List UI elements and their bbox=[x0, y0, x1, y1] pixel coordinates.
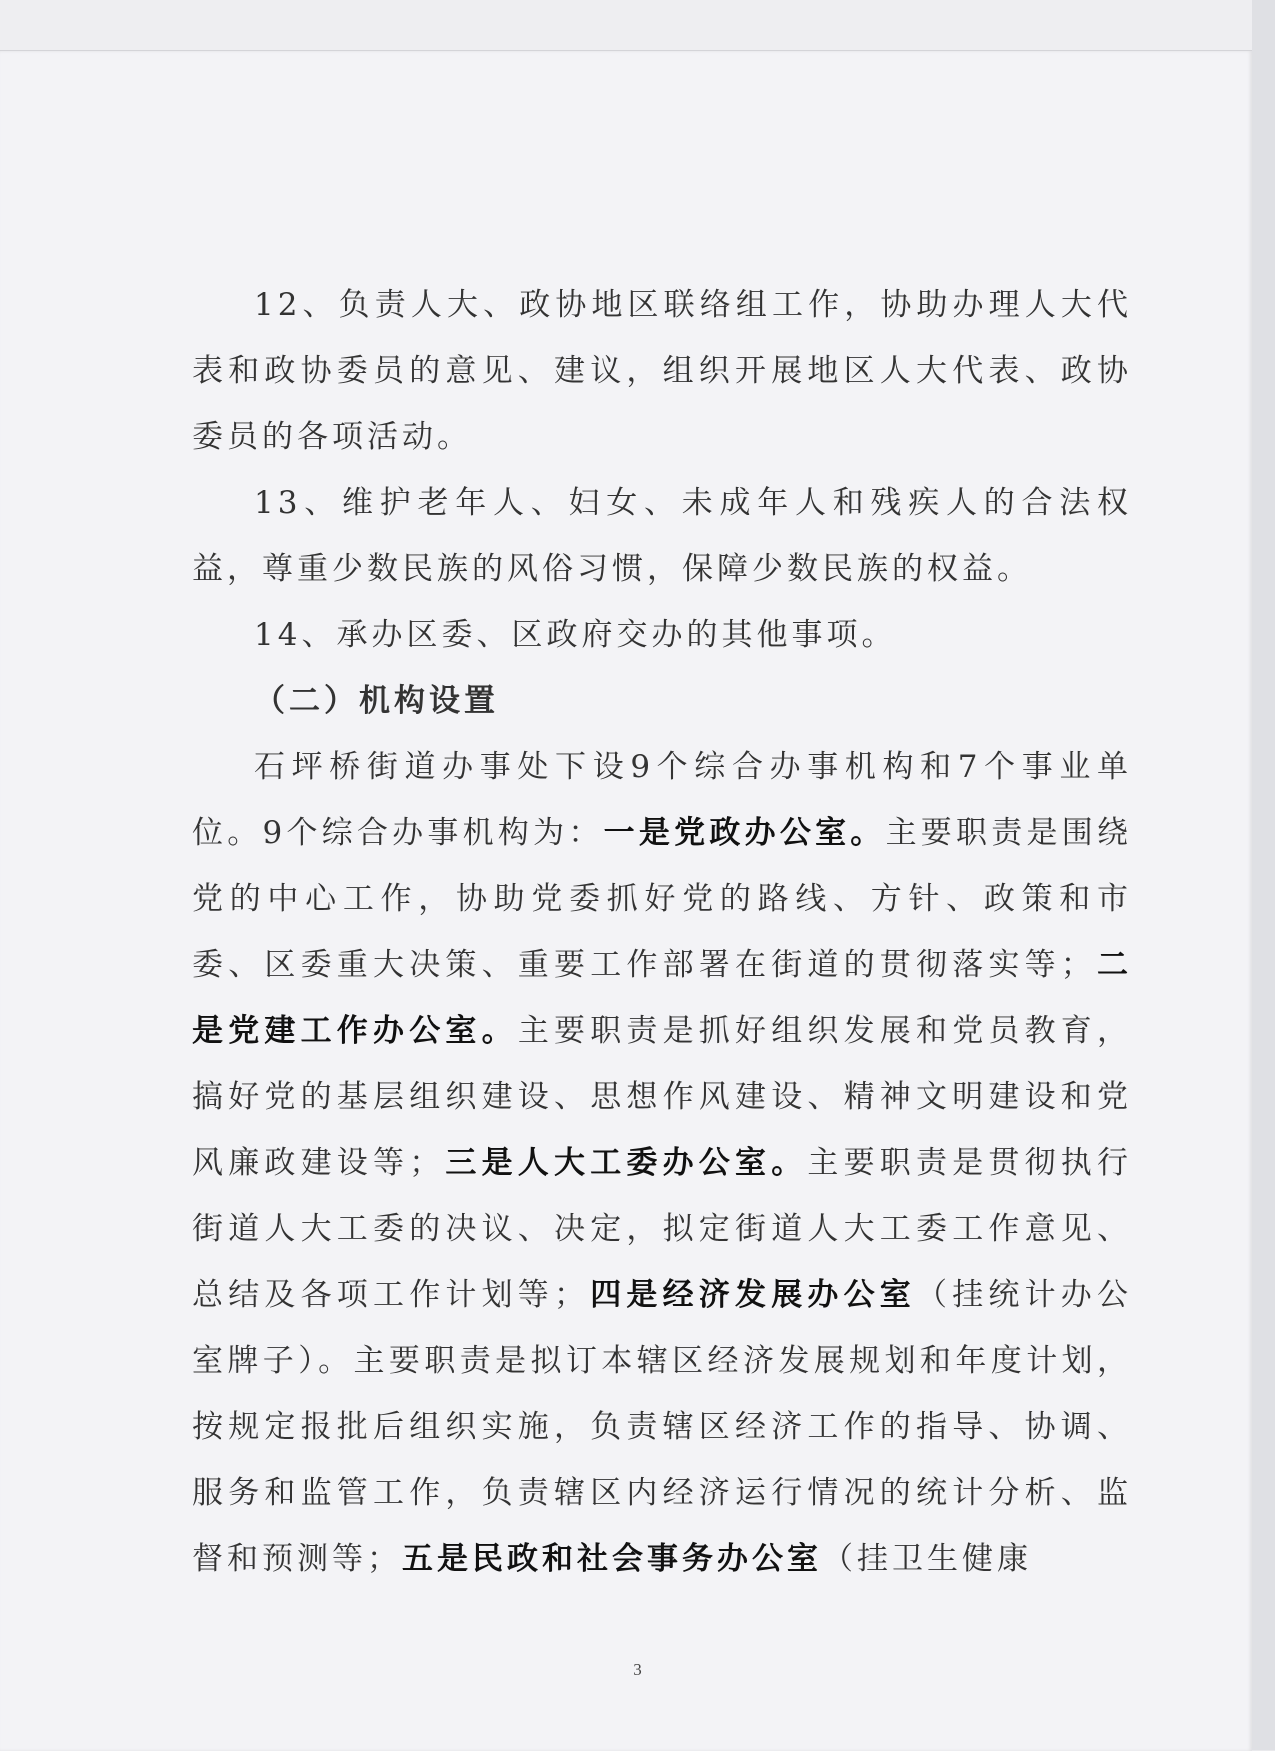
paragraph-institutions bbox=[192, 734, 1132, 1592]
bold-segment-office-5: 五是民政和社会事务办公室 bbox=[402, 1541, 822, 1577]
paragraph-text: 13、维护老年人、妇女、未成年人和残疾人的合法权益，尊重少数民族的风俗习惯，保障少数民族的权益。 bbox=[192, 485, 1132, 587]
text-segment: 主要职责是围绕党的中心工作，协助党委抓好党的路线、方针、政策和市委、区委重大决策、重要工作部署在街道的贯彻落实等； bbox=[192, 815, 1133, 983]
paragraph-text: 14、承办区委、区政府交办的其他事项。 bbox=[254, 617, 897, 653]
paragraph-item-13 bbox=[192, 470, 1132, 602]
document-body bbox=[192, 272, 1132, 1592]
paragraph-text: 12、负责人大、政协地区联络组工作，协助办理人大代表和政协委员的意见、建议，组织开展地区人大代表、政协委员的各项活动。 bbox=[192, 287, 1132, 455]
paragraph-item-14 bbox=[192, 602, 1132, 668]
text-segment: 主要职责是贯彻执行街道人大工委的决议、决定，拟定街道人大工委工作意见、总结及各项工作计划等； bbox=[192, 1145, 1133, 1313]
bold-segment-office-2: 二是党建工作办公室。 bbox=[192, 947, 1133, 1049]
bold-segment-office-3: 三是人大工委办公室。 bbox=[444, 1145, 808, 1181]
page-number: 3 bbox=[633, 1660, 642, 1679]
paragraph-item-12 bbox=[192, 272, 1132, 470]
scan-right-edge bbox=[1252, 0, 1275, 1750]
text-segment: 主要职责是抓好组织发展和党员教育，搞好党的基层组织建设、思想作风建设、精神文明建设和党风廉政建设等； bbox=[192, 1013, 1133, 1181]
bold-segment-office-1: 一是党政办公室。 bbox=[603, 815, 886, 851]
text-segment: （挂卫生健康 bbox=[822, 1541, 1032, 1577]
text-segment: 石坪桥街道办事处下设9个综合办事机构和7个事业单位。9个综合办事机构为： bbox=[192, 749, 1132, 851]
section-heading: （二）机构设置 bbox=[254, 683, 499, 719]
bold-segment-office-4: 四是经济发展办公室 bbox=[589, 1277, 916, 1313]
text-segment: （挂统计办公室牌子）。主要职责是拟订本辖区经济发展规划和年度计划，按规定报批后组织实施，负责辖区经济工作的指导、协调、服务和监管工作，负责辖区内经济运行情况的统计分析、监督和预测等； bbox=[192, 1277, 1132, 1577]
scan-top-margin bbox=[0, 0, 1275, 50]
